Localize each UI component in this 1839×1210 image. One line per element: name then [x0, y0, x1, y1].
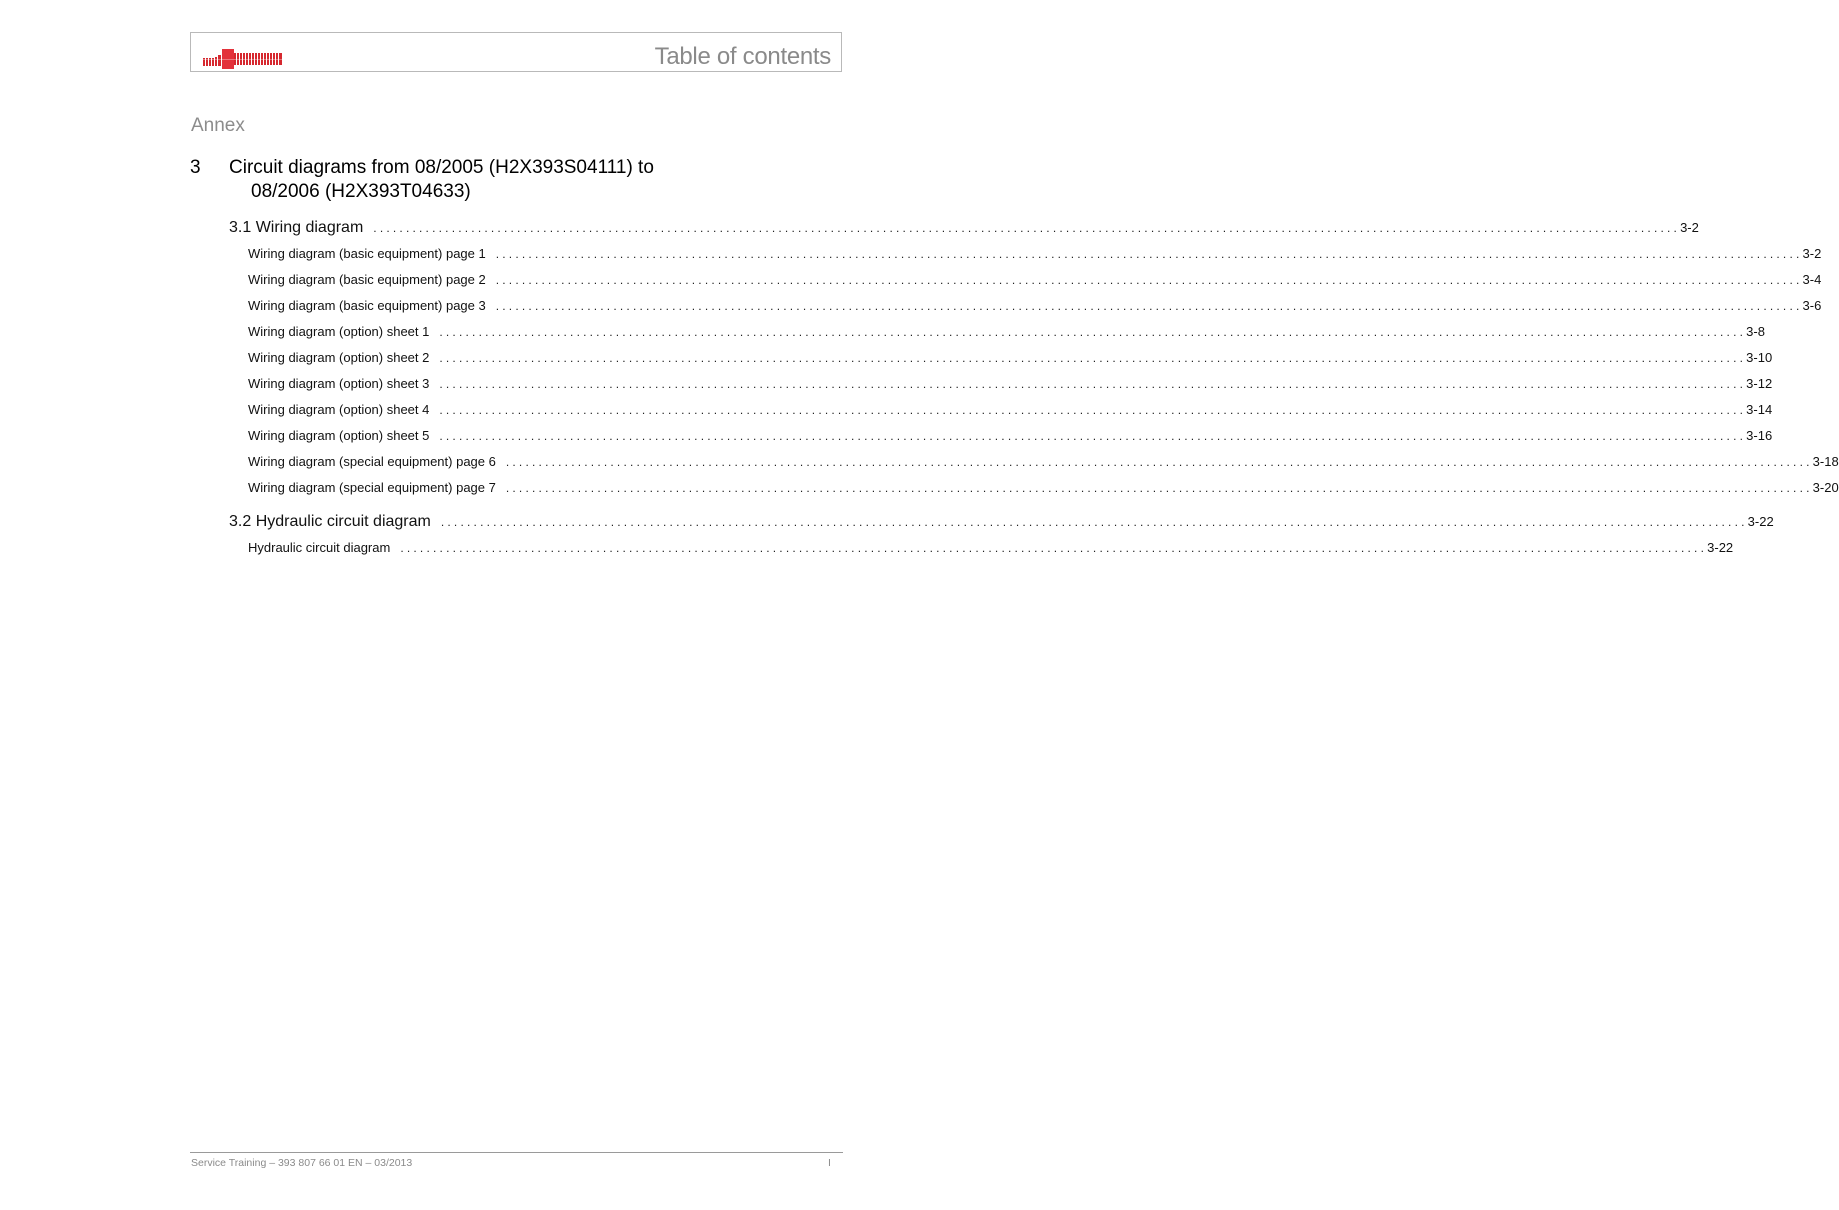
toc-chapter-prefix: 3- [1812, 454, 1825, 469]
toc-page-number: 2 [1691, 220, 1699, 235]
toc-chapter-prefix: 3- [1707, 540, 1719, 555]
toc-chapter-prefix: 3- [1746, 428, 1758, 443]
toc-entry[interactable] [248, 480, 1839, 500]
toc-chapter-prefix: 3- [1680, 220, 1692, 235]
toc-chapter-prefix: 3- [1747, 514, 1760, 529]
toc-entry-label: Wiring diagram (option) sheet 3 [248, 376, 430, 391]
toc-page-number: 14 [1757, 402, 1773, 417]
toc-entry-label: Wiring diagram (special equipment) page 6 [248, 454, 496, 469]
dot-leader: ........................................................................................................................................................................................................ [439, 377, 1747, 391]
footer-divider [190, 1152, 843, 1153]
toc-entry-label: Wiring diagram (option) sheet 5 [248, 428, 430, 443]
toc-page-number: 18 [1824, 454, 1839, 469]
toc-entry-label: Wiring diagram (basic equipment) page 3 [248, 298, 486, 313]
dot-leader: ........................................................................................................................................................................................................ [439, 403, 1747, 417]
toc-page-number: 10 [1757, 350, 1773, 365]
dot-leader: ........................................................................................................................................................................................................ [439, 325, 1747, 339]
dot-leader: ........................................................................................................................................................................................................ [400, 541, 1708, 555]
toc-entry[interactable] [248, 428, 1773, 448]
toc-entry-label: 3.1 Wiring diagram [229, 219, 364, 236]
toc-chapter-prefix: 3- [1802, 298, 1815, 313]
toc-entry[interactable] [248, 298, 1822, 318]
page-header [190, 32, 842, 72]
toc-entry[interactable] [248, 454, 1839, 474]
toc-chapter-prefix: 3- [1812, 480, 1825, 495]
toc-chapter-prefix: 3- [1746, 402, 1758, 417]
toc-chapter-prefix: 3- [1746, 376, 1758, 391]
dot-leader: ........................................................................................................................................................................................................ [505, 455, 1813, 469]
toc-entry-label: Hydraulic circuit diagram [248, 540, 391, 555]
toc-entry-label: Wiring diagram (option) sheet 1 [248, 324, 430, 339]
toc-entry-label: Wiring diagram (option) sheet 4 [248, 402, 430, 417]
toc-entry-label: Wiring diagram (basic equipment) page 1 [248, 246, 486, 261]
toc-chapter-prefix: 3- [1802, 272, 1815, 287]
toc-page-number: 6 [1814, 298, 1822, 313]
toc-entry-label: Wiring diagram (option) sheet 2 [248, 350, 430, 365]
toc-entry-label: Wiring diagram (special equipment) page 7 [248, 480, 496, 495]
footer-page-number: I [828, 1157, 831, 1169]
toc-entry-label: Wiring diagram (basic equipment) page 2 [248, 272, 486, 287]
toc-page-number: 16 [1757, 428, 1773, 443]
toc-page-number: 20 [1824, 480, 1839, 495]
toc-entry[interactable] [248, 402, 1773, 422]
toc-entry[interactable] [248, 350, 1773, 370]
dot-leader: ........................................................................................................................................................................................................ [505, 481, 1813, 495]
toc-page-number: 22 [1718, 540, 1734, 555]
dot-leader: ........................................................................................................................................................................................................ [373, 221, 1681, 235]
dot-leader: ........................................................................................................................................................................................................ [440, 515, 1748, 529]
toc-entry[interactable] [248, 272, 1822, 292]
toc-entry[interactable] [248, 540, 1734, 560]
toc-entry[interactable] [248, 246, 1822, 266]
dot-leader: ........................................................................................................................................................................................................ [495, 299, 1803, 313]
dot-leader: ........................................................................................................................................................................................................ [495, 247, 1803, 261]
footer-text: Service Training – 393 807 66 01 EN – 03/2013 [191, 1157, 413, 1169]
dot-leader: ........................................................................................................................................................................................................ [495, 273, 1803, 287]
toc-page-number: 2 [1814, 246, 1822, 261]
section-label: Annex [191, 115, 245, 136]
dot-leader: ........................................................................................................................................................................................................ [439, 351, 1747, 365]
toc-chapter-prefix: 3- [1802, 246, 1815, 261]
toc-entry-label: 3.2 Hydraulic circuit diagram [229, 513, 431, 530]
header-title: Table of contents [654, 43, 831, 70]
toc-page-number: 8 [1757, 324, 1765, 339]
toc-page-number: 22 [1759, 514, 1774, 529]
toc-entry[interactable] [248, 324, 1765, 344]
toc-entry[interactable] [248, 376, 1773, 396]
toc-chapter-prefix: 3- [1746, 324, 1758, 339]
chapter-number: 3 [190, 157, 201, 178]
toc-section-entry[interactable] [229, 513, 1774, 533]
brand-logo [203, 49, 283, 69]
toc-chapter-prefix: 3- [1746, 350, 1758, 365]
toc-page-number: 4 [1814, 272, 1822, 287]
chapter-title-line-1: Circuit diagrams from 08/2005 (H2X393S04111) to [229, 157, 654, 178]
toc-section-entry[interactable] [229, 219, 1699, 239]
toc-page-number: 12 [1757, 376, 1773, 391]
chapter-title-line-2: 08/2006 (H2X393T04633) [251, 181, 471, 202]
dot-leader: ........................................................................................................................................................................................................ [439, 429, 1747, 443]
